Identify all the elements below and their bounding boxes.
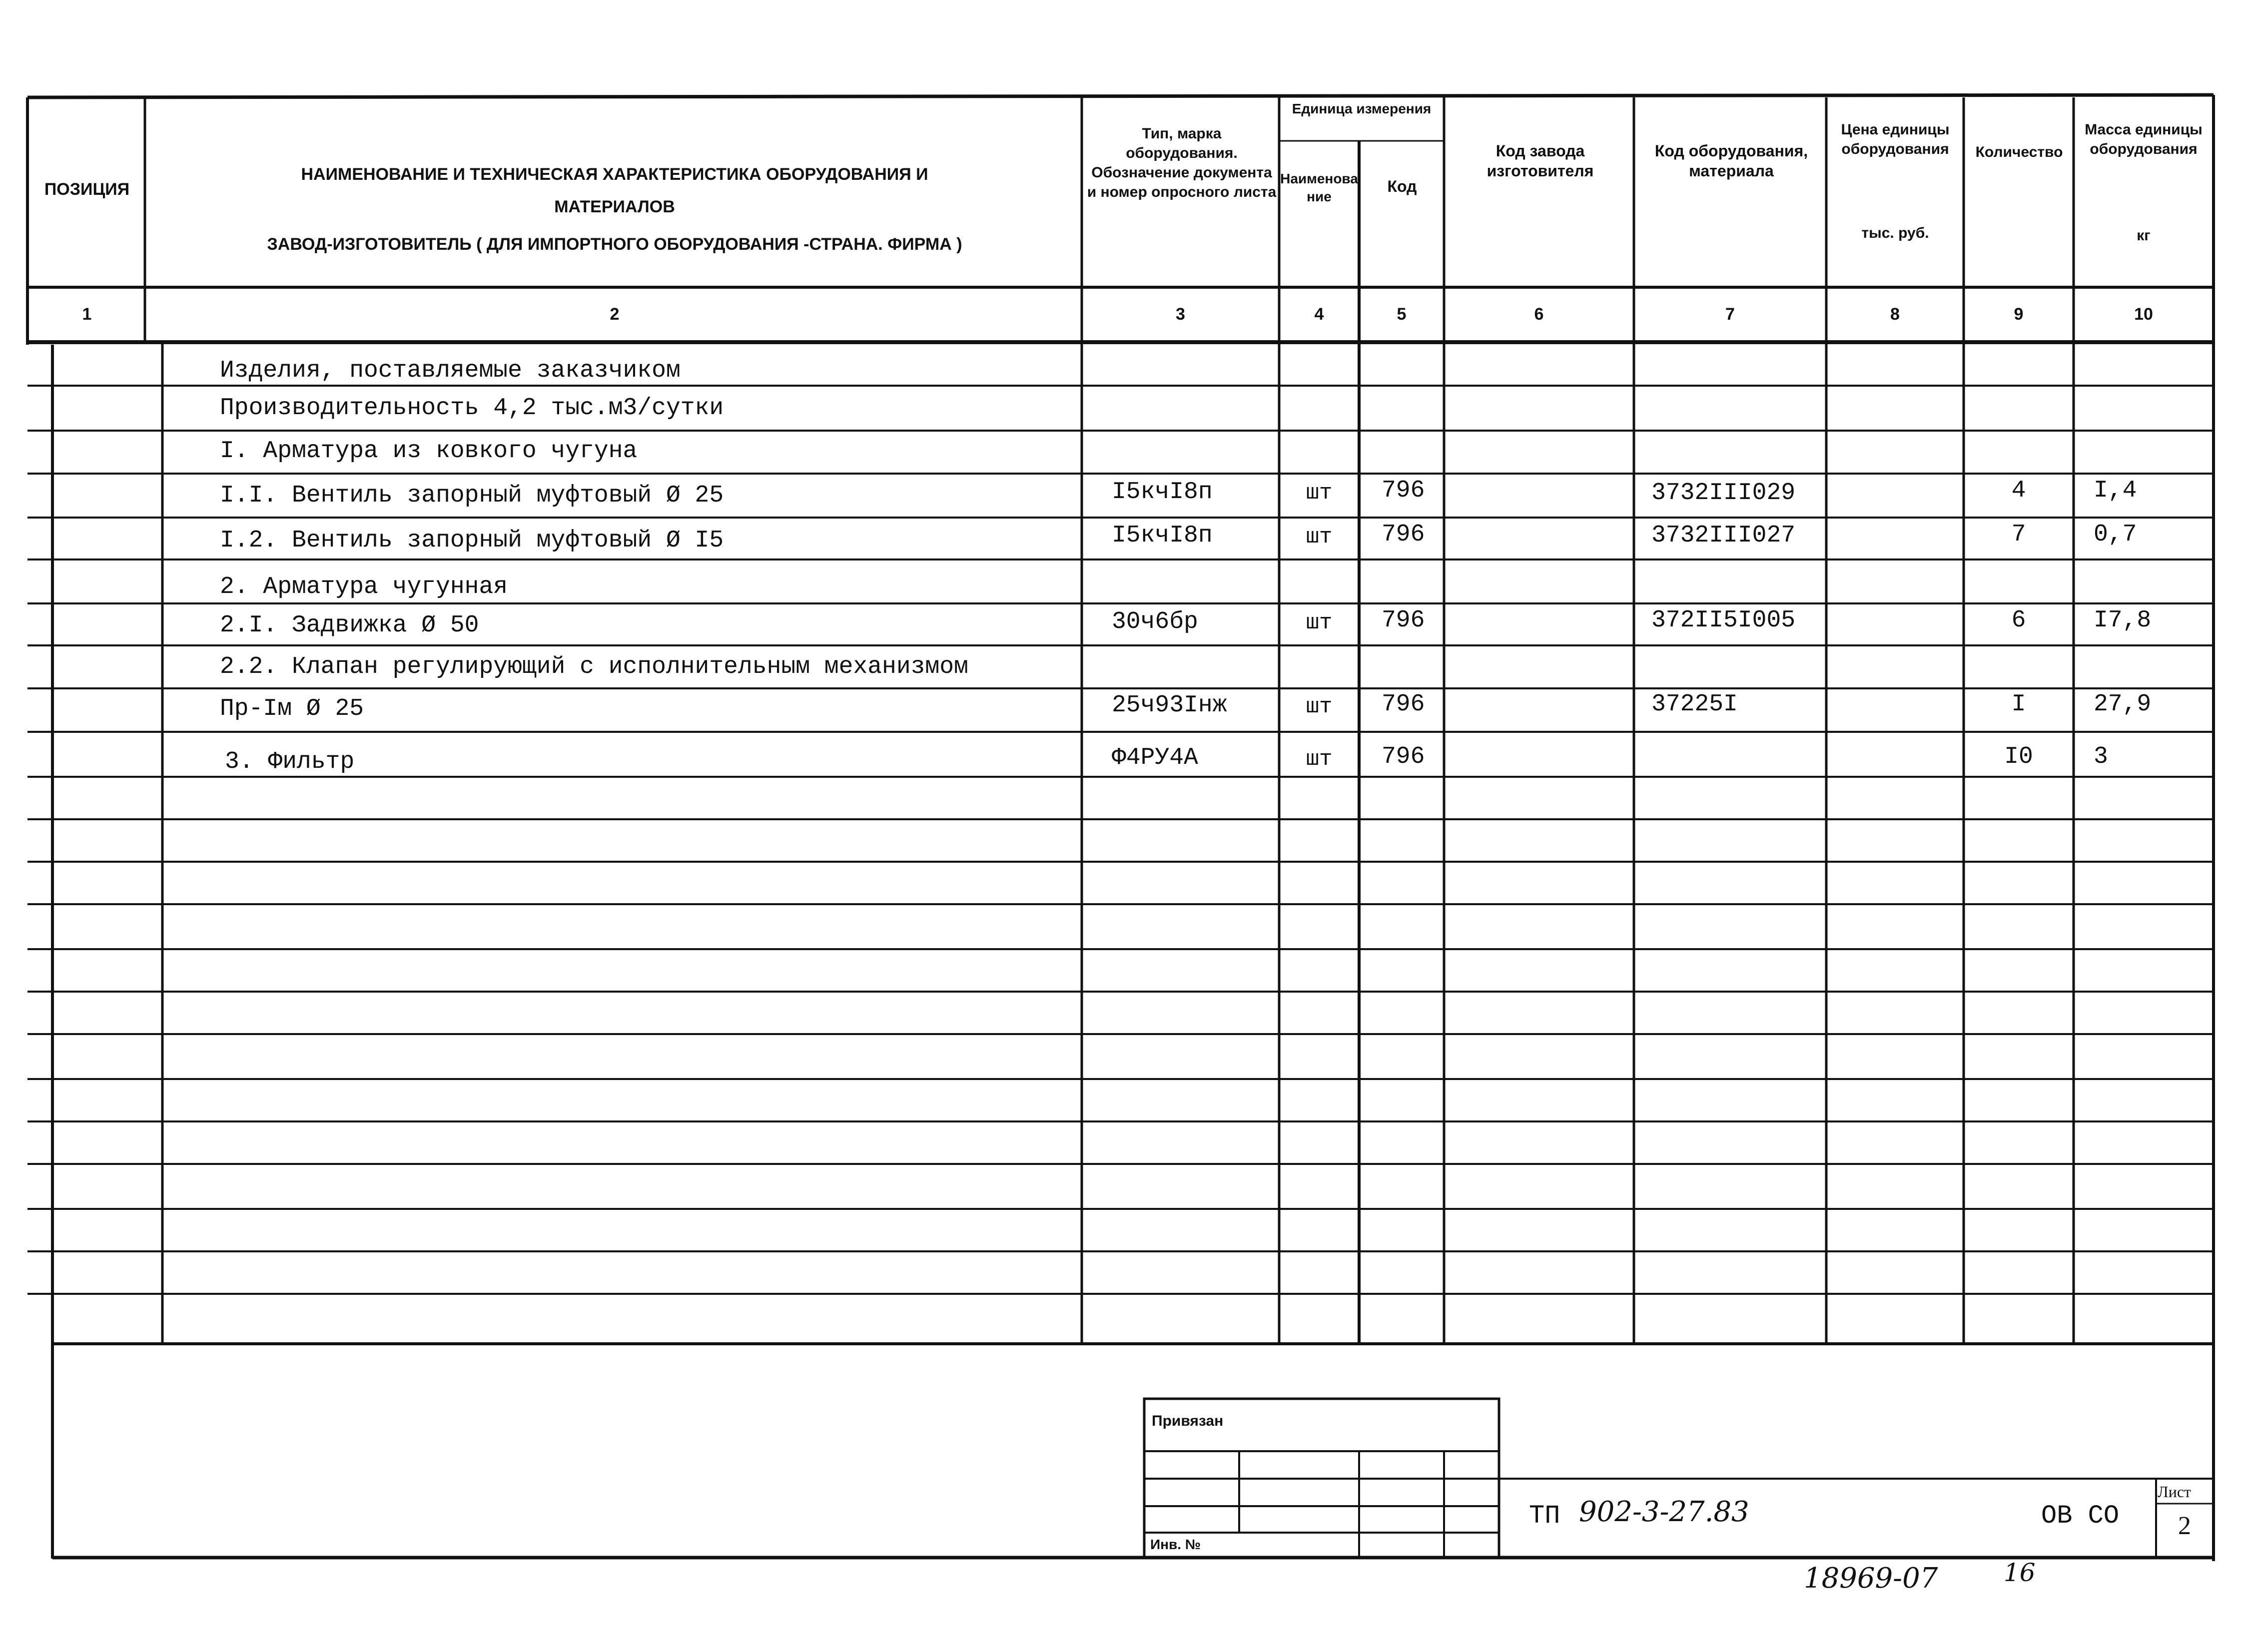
row-5-name: I.2. Вентиль запорный муфтовый Ø I5 [220, 527, 724, 554]
row-8-name: 2.2. Клапан регулирующий с исполнительным механизмом [220, 653, 968, 680]
row-5-code: 796 [1382, 521, 1425, 548]
row-7-equipment-code: 372II5I005 [1651, 607, 1796, 634]
header-name-line2: МАТЕРИАЛОВ [554, 197, 675, 216]
column-number-1: 1 [82, 305, 92, 324]
footer-page-number: 16 [2004, 1558, 2036, 1587]
column-number-8: 8 [1890, 305, 1900, 324]
header-unit-group: Единица измерения [1292, 101, 1432, 116]
header-name-line3: ЗАВОД-ИЗГОТОВИТЕЛЬ ( ДЛЯ ИМПОРТНОГО ОБОРУДОВАНИЯ -СТРАНА. ФИРМА ) [267, 235, 962, 254]
stamp-doc-code: ТП [1529, 1501, 1560, 1531]
row-9-quantity: I [2011, 691, 2026, 718]
row-10-type: Ф4РУ4А [1112, 744, 1198, 771]
column-number-4: 4 [1314, 305, 1324, 324]
stamp-sheet-number: 2 [2178, 1512, 2191, 1540]
row-4-unit: шт [1306, 481, 1333, 506]
row-6-name: 2. Арматура чугунная [220, 573, 508, 600]
row-5-quantity: 7 [2011, 521, 2026, 548]
row-10-quantity: I0 [2004, 743, 2033, 770]
row-5-type: I5кчI8п [1112, 522, 1213, 549]
row-9-code: 796 [1382, 691, 1425, 718]
column-number-10: 10 [2134, 305, 2153, 324]
stamp-doc-number: 902-3-27.83 [1579, 1496, 1749, 1528]
row-7-unit: шт [1306, 610, 1333, 635]
row-9-type: 25ч93Iнж [1112, 692, 1227, 719]
column-number-3: 3 [1176, 305, 1185, 324]
row-9-mass: 27,9 [2094, 691, 2152, 718]
row-9-equipment-code: 37225I [1651, 691, 1738, 718]
row-9-name: Пр-Iм Ø 25 [220, 695, 364, 722]
header-mass-unit: кг [2137, 227, 2151, 244]
row-7-name: 2.I. Задвижка Ø 50 [220, 612, 479, 639]
header-equipment-code: Код оборудования, материала [1654, 142, 1808, 180]
row-7-code: 796 [1382, 607, 1425, 634]
row-4-name: I.I. Вентиль запорный муфтовый Ø 25 [220, 482, 724, 509]
stamp-inventory-number: Инв. № [1150, 1537, 1201, 1552]
row-5-unit: шт [1306, 525, 1333, 550]
row-4-type: I5кчI8п [1112, 479, 1213, 506]
stamp-sheet-mark: ОВ СО [2041, 1501, 2120, 1531]
stamp-sheet-label: Лист [2158, 1483, 2192, 1501]
row-4-quantity: 4 [2011, 477, 2026, 504]
header-factory-code: Код завода изготовителя [1487, 142, 1594, 180]
row-4-equipment-code: 3732III029 [1651, 480, 1796, 507]
row-9-unit: шт [1306, 694, 1333, 719]
row-4-mass: I,4 [2094, 477, 2137, 504]
column-number-2: 2 [610, 305, 620, 324]
header-unit-code: Код [1387, 177, 1417, 195]
row-3-name: I. Арматура из ковкого чугуна [220, 438, 638, 465]
row-4-code: 796 [1382, 477, 1425, 504]
column-number-6: 6 [1534, 305, 1544, 324]
row-5-equipment-code: 3732III027 [1651, 522, 1796, 549]
header-unit-name: Наименование [1280, 171, 1358, 205]
column-number-9: 9 [2014, 305, 2024, 324]
row-10-code: 796 [1382, 743, 1425, 770]
footer-archive-number: 18969-07 [1804, 1562, 1938, 1595]
row-1-name: Изделия, поставляемые заказчиком [220, 357, 681, 384]
row-5-mass: 0,7 [2094, 521, 2137, 548]
row-7-quantity: 6 [2011, 607, 2026, 634]
column-number-7: 7 [1725, 305, 1735, 324]
column-number-5: 5 [1397, 305, 1407, 324]
header-unit-mass: Масса единицы оборудования [2085, 121, 2203, 157]
stamp-privyazan: Привязан [1152, 1413, 1224, 1429]
header-type-mark: Тип, марка оборудования. Обозначение документа и номер опросного листа [1087, 125, 1277, 200]
header-price-unit: тыс. руб. [1861, 225, 1929, 241]
header-position: ПОЗИЦИЯ [44, 180, 130, 199]
row-10-mass: 3 [2094, 743, 2108, 770]
row-2-name: Производительность 4,2 тыс.м3/сутки [220, 395, 724, 422]
header-name-line1: НАИМЕНОВАНИЕ И ТЕХНИЧЕСКАЯ ХАРАКТЕРИСТИКА ОБОРУДОВАНИЯ И [301, 165, 928, 184]
row-10-name: 3. Фильтр [225, 748, 355, 775]
row-7-type: 30ч6бр [1112, 608, 1198, 635]
header-unit-price: Цена единицы оборудования [1841, 121, 1950, 157]
header-quantity: Количество [1975, 144, 2063, 160]
row-7-mass: I7,8 [2094, 607, 2152, 634]
row-10-unit: шт [1306, 747, 1333, 772]
